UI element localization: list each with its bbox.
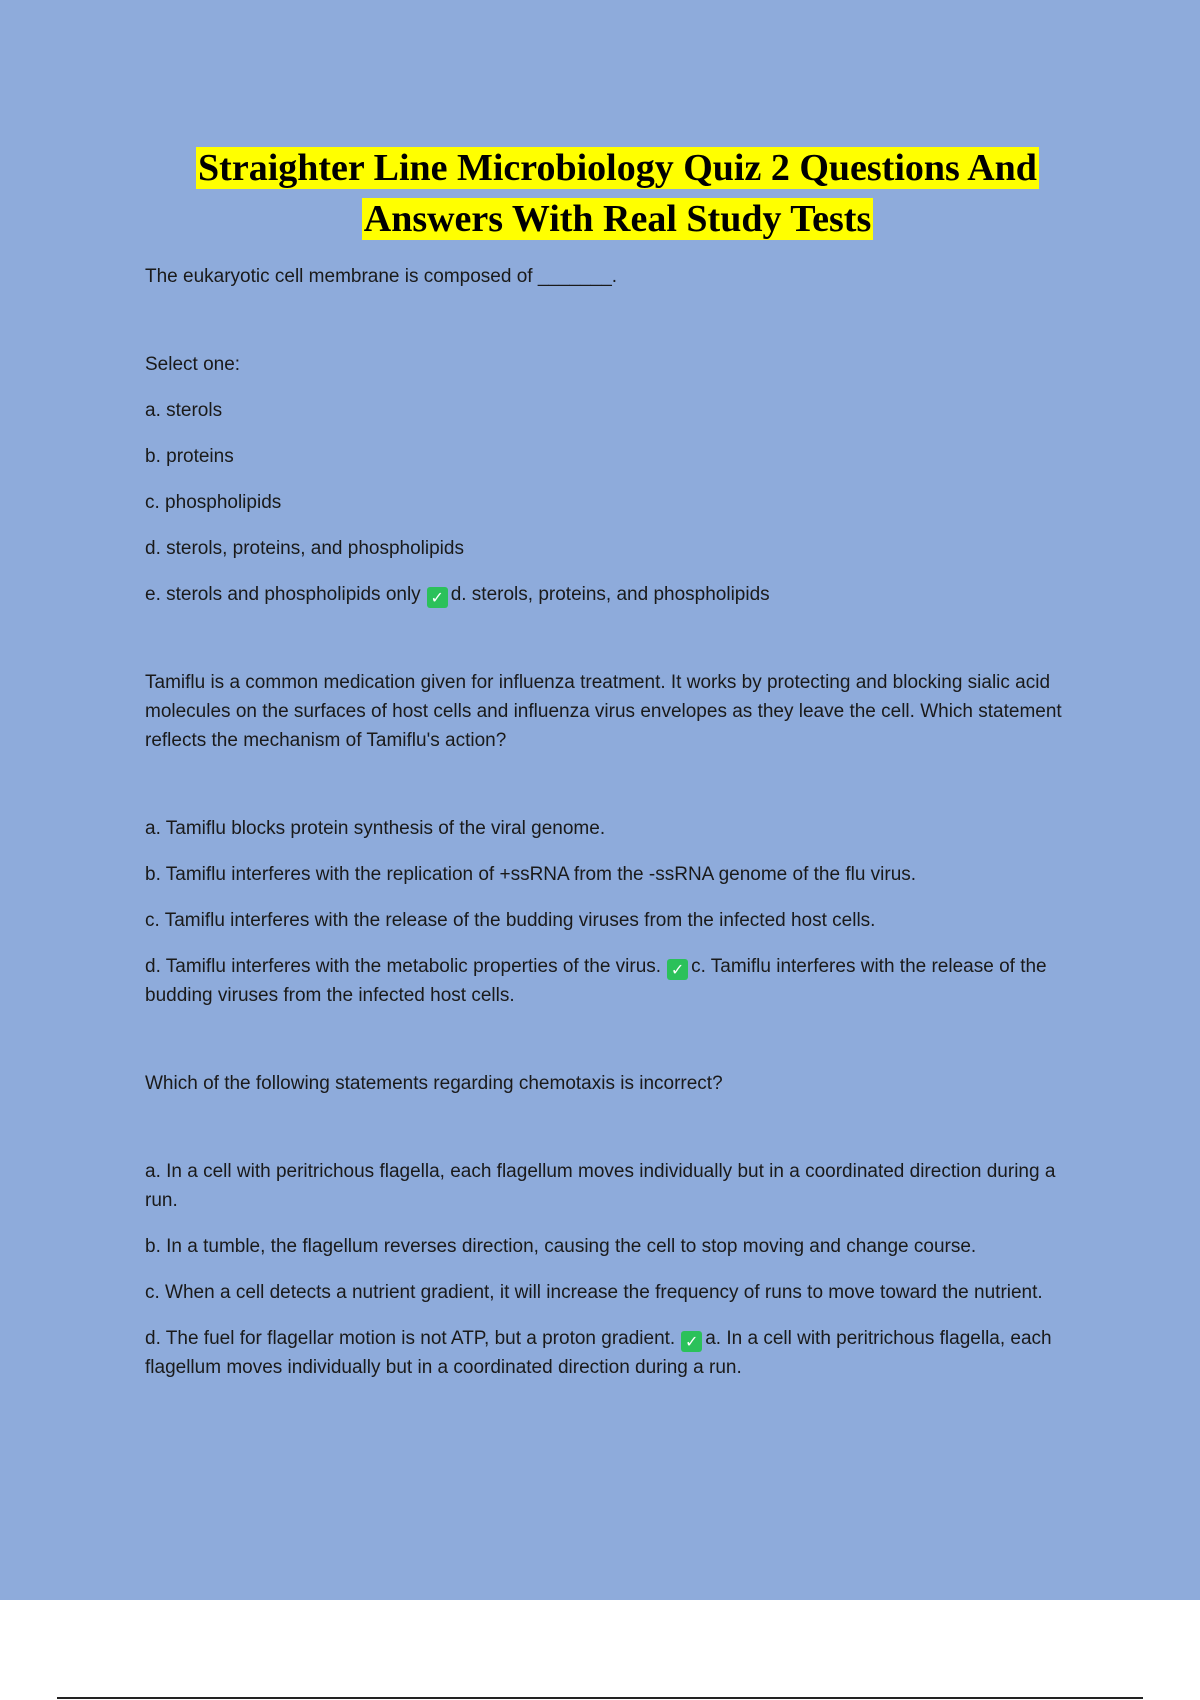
option-c: c. phospholipids bbox=[145, 492, 282, 513]
title-line-1: Straighter Line Microbiology Quiz 2 Questions And bbox=[198, 147, 1037, 189]
checkmark-icon: ✓ bbox=[681, 1331, 702, 1352]
question-2 bbox=[145, 668, 1090, 1010]
question-stem: The eukaryotic cell membrane is composed of _______. bbox=[145, 266, 618, 287]
option-c: c. When a cell detects a nutrient gradient, it will increase the frequency of runs to move toward the nutrient. bbox=[145, 1282, 1043, 1303]
answer-text: a. In a cell with peritrichous flagella, each flagellum moves individually but in a coordinated direction during a run. bbox=[145, 1328, 1052, 1378]
option-b: b. Tamiflu interferes with the replication of +ssRNA from the -ssRNA genome of the flu virus. bbox=[145, 864, 917, 885]
question-stem: Tamiflu is a common medication given for influenza treatment. It works by protecting and blocking sialic acid molecules on the surfaces of host cells and influenza virus envelopes as they leave the cell. Which statement reflects the mechanism of Tamiflu's action? bbox=[145, 672, 1062, 751]
quiz-content bbox=[145, 262, 1090, 1382]
option-a: a. In a cell with peritrichous flagella, each flagellum moves individually but in a coordinated direction during a run. bbox=[145, 1161, 1056, 1211]
question-stem: Which of the following statements regarding chemotaxis is incorrect? bbox=[145, 1073, 723, 1094]
question-3 bbox=[145, 1069, 1090, 1382]
option-a: a. Tamiflu blocks protein synthesis of the viral genome. bbox=[145, 818, 606, 839]
option-d-with-answer bbox=[145, 1324, 1090, 1382]
option-d-with-answer bbox=[145, 952, 1090, 1010]
select-prompt: Select one: bbox=[145, 354, 241, 375]
option-b: b. proteins bbox=[145, 446, 234, 467]
option-e-with-answer bbox=[145, 580, 1090, 609]
answer-text: c. Tamiflu interferes with the release of the budding viruses from the infected host cells. bbox=[145, 956, 1047, 1006]
question-1 bbox=[145, 262, 1090, 609]
answer-text: d. sterols, proteins, and phospholipids bbox=[450, 584, 770, 605]
option-d: d. The fuel for flagellar motion is not ATP, but a proton gradient. bbox=[145, 1328, 676, 1349]
document-title bbox=[100, 143, 1135, 245]
option-a: a. sterols bbox=[145, 400, 223, 421]
title-line-2: Answers With Real Study Tests bbox=[363, 198, 872, 240]
option-b: b. In a tumble, the flagellum reverses direction, causing the cell to stop moving and change course. bbox=[145, 1236, 977, 1257]
option-c: c. Tamiflu interferes with the release of the budding viruses from the infected host cells. bbox=[145, 910, 876, 931]
option-d: d. Tamiflu interferes with the metabolic properties of the virus. bbox=[145, 956, 662, 977]
footer-divider bbox=[57, 1697, 1143, 1699]
checkmark-icon: ✓ bbox=[667, 959, 688, 980]
checkmark-icon: ✓ bbox=[427, 587, 448, 608]
option-d: d. sterols, proteins, and phospholipids bbox=[145, 538, 464, 559]
option-e: e. sterols and phospholipids only bbox=[145, 584, 421, 605]
